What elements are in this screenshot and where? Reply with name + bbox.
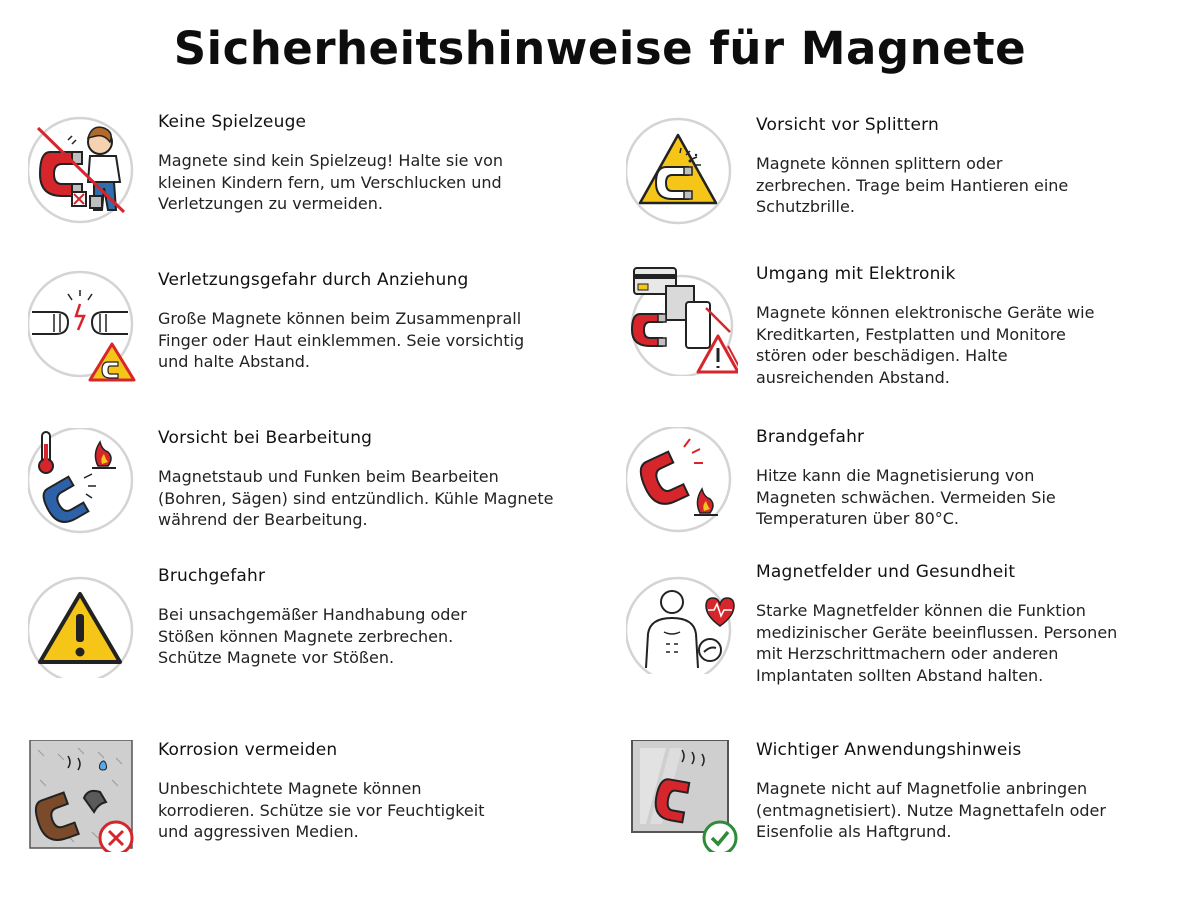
fists-collision-icon [28, 270, 140, 382]
item-heading: Vorsicht vor Splittern [756, 115, 940, 135]
heat-processing-icon [28, 428, 140, 540]
item-description: Bei unsachgemäßer Handhabung oder Stößen können Magnete zerbrechen. Schütze Magnete vor Stößen. [158, 605, 467, 667]
page-title: Sicherheitshinweise für Magnete [173, 22, 1027, 75]
magnet-board-check-icon [626, 740, 738, 852]
item-description: Magnete können splittern oder zerbrechen. Trage beim Hantieren eine Schutzbrille. [756, 154, 1069, 216]
item-description: Hitze kann die Magnetisierung von Magneten schwächen. Vermeiden Sie Temperaturen über 80°C. [756, 466, 1056, 528]
item-heading: Brandgefahr [756, 427, 865, 447]
item-description: Unbeschichtete Magnete können korrodieren. Schütze sie vor Feuchtigkeit und aggressiven Medien. [158, 779, 485, 841]
child-magnet-icon [28, 112, 140, 224]
item-description: Magnete sind kein Spielzeug! Halte sie von kleinen Kindern fern, um Verschlucken und Verletzungen zu vermeiden. [158, 151, 504, 213]
item-heading: Vorsicht bei Bearbeitung [158, 428, 373, 448]
warning-magnet-icon [626, 115, 738, 227]
item-description: Starke Magnetfelder können die Funktion medizinischer Geräte beeinflussen. Personen mit Herzschrittmachern oder anderen Implantaten sollten Abstand halten. [756, 601, 1118, 685]
item-description: Große Magnete können beim Zusammenprall Finger oder Haut einklemmen. Seie vorsichtig und halte Abstand. [158, 309, 525, 371]
item-heading: Bruchgefahr [158, 566, 266, 586]
body-heart-icon [626, 562, 738, 674]
item-description: Magnete können elektronische Geräte wie Kreditkarten, Festplatten und Monitore stören oder beschädigen. Halte ausreichenden Abstand. [756, 303, 1095, 387]
corrosion-magnet-icon [28, 740, 140, 852]
electronics-magnet-icon [626, 264, 738, 376]
item-heading: Verletzungsgefahr durch Anziehung [158, 270, 469, 290]
item-description: Magnetstaub und Funken beim Bearbeiten (Bohren, Sägen) sind entzündlich. Kühle Magnete während der Bearbeitung. [158, 467, 554, 529]
warning-triangle-icon [28, 566, 140, 678]
item-heading: Magnetfelder und Gesundheit [756, 562, 1016, 582]
fire-magnet-icon [626, 427, 738, 539]
item-heading: Keine Spielzeuge [158, 112, 307, 132]
item-heading: Korrosion vermeiden [158, 740, 338, 760]
item-heading: Umgang mit Elektronik [756, 264, 956, 284]
item-heading: Wichtiger Anwendungshinweis [756, 740, 1022, 760]
item-description: Magnete nicht auf Magnetfolie anbringen (entmagnetisiert). Nutze Magnettafeln oder Eisenfolie als Haftgrund. [756, 779, 1106, 841]
